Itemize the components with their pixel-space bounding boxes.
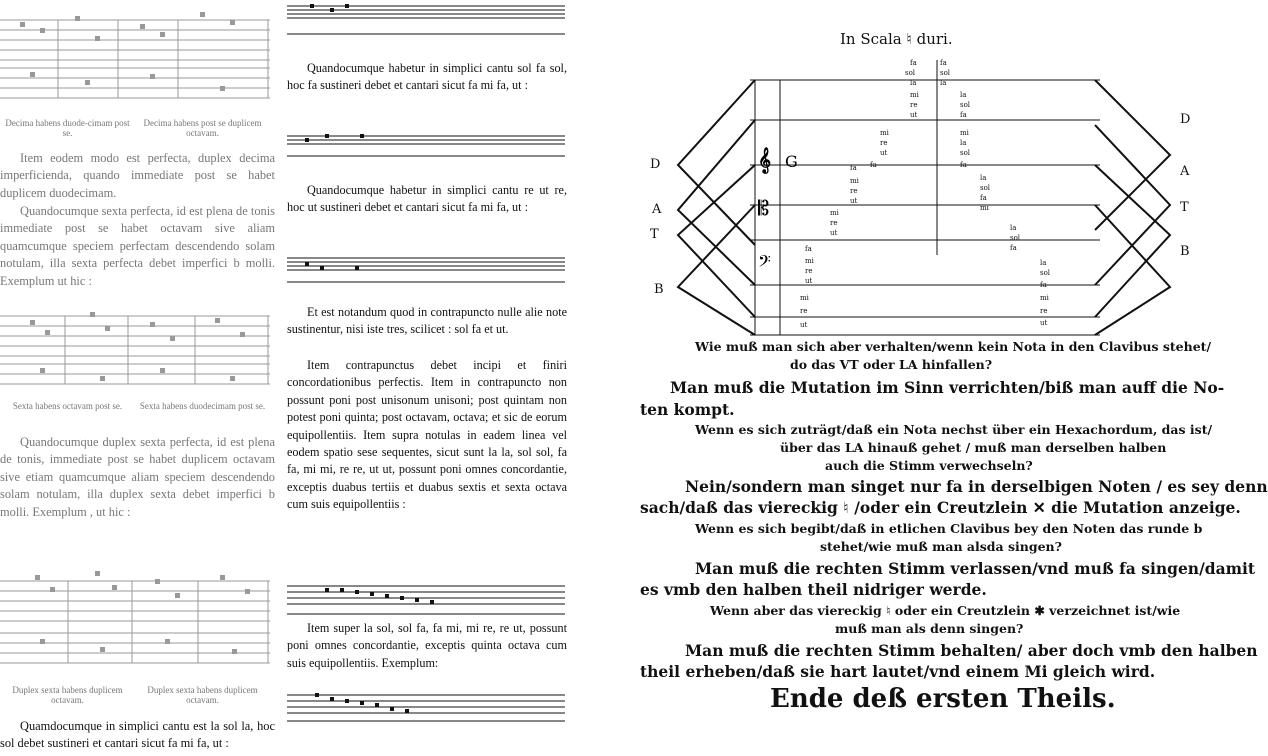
svg-text:sol: sol — [940, 69, 951, 77]
middle-column — [285, 0, 570, 756]
paragraph: Item super la sol, sol fa, fa mi, mi re, re ut, possunt poni omnes concordantie, exceptis quinta octava cum suis equipollentiis. Exemplum: — [287, 621, 567, 670]
paragraph: Item contrapunctus debet incipi et finiri concordationibus perfectis. Item in contrapuncto non possunt poni post unisonum unisoni; post quintam non potest poni quinta; post octavam, octava; et sic de eorum equipollentiis. Item supra notulas in eadem linea vel eodem spatio sese sequentes, sicut sunt la la, sol sol, fa fa, mi mi, re re, ut ut, possunt poni omnes concordantie, exceptis duabus tertiis et duabus sextis et sexta octava cum suis equipollentiis : — [287, 358, 567, 512]
svg-text:ut: ut — [805, 277, 813, 285]
svg-text:mi: mi — [805, 257, 814, 265]
music-staff — [285, 248, 570, 286]
svg-text:re: re — [830, 219, 838, 227]
svg-text:sol: sol — [905, 69, 916, 77]
svg-text:fa: fa — [980, 194, 987, 202]
question-line: Wie muß man sich aber verhalten/wenn kein Nota in den Clavibus stehet/ — [695, 339, 1212, 354]
question-line: auch die Stimm verwechseln? — [825, 458, 1033, 473]
music-staff — [285, 128, 570, 160]
staff-figure — [0, 306, 275, 398]
answer-line: ten kompt. — [640, 400, 735, 419]
svg-text:fa: fa — [850, 164, 857, 172]
music-example-1 — [0, 2, 275, 110]
paragraph: Quandocumque sexta perfecta, id est plena de tonis immediate post se habet octavam sive aliam quamcumque speciem perfectam descendendo solam notulam, illa sexta perfecta debet imperfici b molli. Exemplum ut hic : — [0, 204, 275, 288]
svg-text:re: re — [805, 267, 813, 275]
svg-text:sol: sol — [960, 149, 971, 157]
svg-text:la: la — [980, 174, 987, 182]
caption: Decima habens duode-cimam post se. — [5, 118, 130, 138]
c-clef-icon: 𝄡 — [758, 196, 770, 220]
question-line: Wenn es sich begibt/daß in etlichen Clavibus bey den Noten das runde b — [695, 521, 1203, 536]
svg-text:fa: fa — [805, 245, 812, 253]
voice-label: A — [1180, 164, 1190, 179]
svg-text:ut: ut — [830, 229, 838, 237]
answer-line: Man muß die rechten Stimm verlassen/vnd muß fa singen/damit — [695, 559, 1256, 578]
svg-text:ut: ut — [800, 321, 808, 329]
staff-figure — [0, 567, 275, 677]
music-example-2 — [0, 306, 275, 398]
answer-line: theil erheben/daß sie hart lautet/vnd einem Mi gleich wird. — [640, 662, 1156, 681]
svg-text:la: la — [1040, 259, 1047, 267]
svg-text:fa: fa — [910, 59, 917, 67]
voice-label: T — [650, 227, 659, 242]
svg-text:la: la — [910, 79, 917, 87]
answer-line: Man muß die Mutation im Sinn verrichten/biß man auff die No- — [670, 378, 1225, 397]
svg-text:ut: ut — [850, 197, 858, 205]
caption: Duplex sexta habens duplicem octavam. — [12, 685, 123, 705]
music-staff — [285, 578, 570, 618]
svg-text:la: la — [960, 91, 967, 99]
staff-figure — [0, 2, 275, 110]
svg-text:fa: fa — [960, 161, 967, 169]
svg-text:mi: mi — [980, 204, 989, 212]
answer-line: Man muß die rechten Stimm behalten/ aber doch vmb den halben — [685, 641, 1258, 660]
svg-text:mi: mi — [1040, 294, 1049, 302]
svg-text:mi: mi — [960, 129, 969, 137]
svg-text:re: re — [880, 139, 888, 147]
right-column — [640, 0, 1268, 756]
clef-letter: G — [785, 152, 798, 171]
music-staff — [285, 685, 570, 725]
example-3-captions — [0, 685, 270, 705]
svg-text:la: la — [1010, 224, 1017, 232]
example-1-captions — [0, 118, 270, 138]
svg-text:fa: fa — [960, 111, 967, 119]
paragraph: Quamdocumque in simplici cantu est la sol la, hoc sol debet sustineri et cantari sicut fa mi fa, ut : — [0, 719, 275, 751]
svg-text:fa: fa — [1040, 281, 1047, 289]
paragraph: Quandocumque duplex sexta perfecta, id est plena de tonis, immediate post se habet duplicem octavam sive etiam quamcumque aliam speciem descendendo solam notulam, illa duplex sexta debet imperfici b molli. Exemplum , ut hic : — [0, 435, 275, 519]
svg-text:sol: sol — [1010, 234, 1021, 242]
caption: Sexta habens duodecimam post se. — [139, 401, 266, 411]
caption: Decima habens post se duplicem octavam. — [143, 118, 262, 138]
section-ending: Ende deß ersten Theils. — [770, 684, 1116, 714]
svg-text:ut: ut — [910, 111, 918, 119]
question-line: Wenn es sich zuträgt/daß ein Nota nechst über ein Hexachordum, das ist/ — [695, 422, 1213, 437]
svg-text:sol: sol — [960, 101, 971, 109]
question-line: muß man als denn singen? — [835, 621, 1024, 636]
svg-text:re: re — [850, 187, 858, 195]
example-2-captions — [0, 401, 270, 411]
voice-label: B — [654, 282, 664, 297]
question-line: do das VT oder LA hinfallen? — [790, 357, 993, 372]
svg-text:mi: mi — [830, 209, 839, 217]
answer-line: Nein/sondern man singet nur fa in derselbigen Noten / es sey denn — [685, 477, 1268, 496]
svg-text:re: re — [800, 307, 808, 315]
scala-diagram — [640, 55, 1200, 345]
question-line: Wenn aber das viereckig ♮ oder ein Creutzlein ✱ verzeichnet ist/wie — [710, 603, 1181, 618]
svg-text:sol: sol — [1040, 269, 1051, 277]
paragraph: Quandocumque habetur in simplici cantu re ut re, hoc ut sustineri debet et cantari sicut fa mi fa, ut : — [287, 183, 567, 215]
voice-label: T — [1180, 200, 1189, 215]
svg-text:fa: fa — [870, 161, 877, 169]
paragraph: Quandocumque habetur in simplici cantu sol fa sol, hoc fa sustineri debet et cantari sicut fa mi fa, ut : — [287, 61, 567, 93]
svg-text:mi: mi — [800, 294, 809, 302]
svg-text:la: la — [940, 79, 947, 87]
svg-text:re: re — [1040, 307, 1048, 315]
svg-text:mi: mi — [850, 177, 859, 185]
paragraph: Et est notandum quod in contrapuncto nulle alie note sustinentur, nisi iste tres, scilicet : sol fa et ut. — [287, 305, 567, 337]
svg-text:re: re — [910, 101, 918, 109]
voice-label: D — [650, 157, 661, 172]
svg-text:mi: mi — [880, 129, 889, 137]
music-staff — [285, 0, 570, 40]
voice-label: D — [1180, 112, 1191, 127]
svg-text:sol: sol — [980, 184, 991, 192]
svg-text:ut: ut — [880, 149, 888, 157]
question-line: stehet/wie muß man alsda singen? — [820, 539, 1062, 554]
paragraph: Item eodem modo est perfecta, duplex decima imperficienda, quando immediate post se habet duplicem duodecimam. — [0, 151, 275, 200]
left-column — [0, 0, 280, 756]
scale-title: In Scala ♮ duri. — [840, 30, 953, 48]
svg-text:fa: fa — [1010, 244, 1017, 252]
question-line: über das LA hinauß gehet / muß man derselben halben — [780, 440, 1167, 455]
answer-line: sach/daß das viereckig ♮ /oder ein Creutzlein ✕ die Mutation anzeige. — [640, 498, 1241, 517]
music-example-3 — [0, 567, 275, 677]
f-clef-icon: 𝄢 — [758, 251, 771, 275]
svg-text:ut: ut — [1040, 319, 1048, 327]
svg-text:fa: fa — [940, 59, 947, 67]
voice-label: A — [652, 202, 662, 217]
svg-text:la: la — [960, 139, 967, 147]
caption: Sexta habens octavam post se. — [12, 401, 123, 411]
caption: Duplex sexta habens duplicem octavam. — [147, 685, 258, 705]
answer-line: es vmb den halben theil nidriger werde. — [640, 580, 987, 599]
svg-text:mi: mi — [910, 91, 919, 99]
voice-label: B — [1180, 244, 1190, 259]
g-clef-icon: 𝄞 — [758, 147, 772, 173]
